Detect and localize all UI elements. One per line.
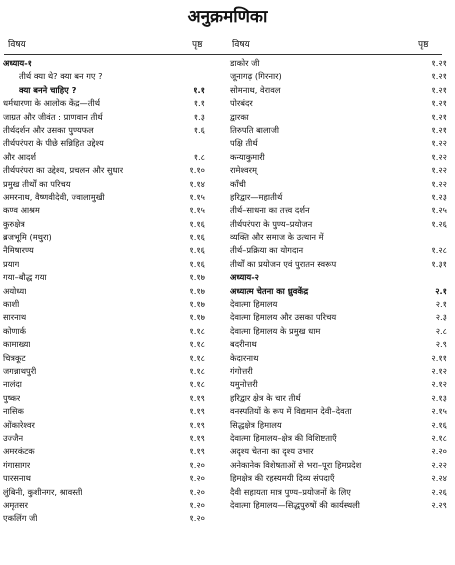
toc-entry bbox=[230, 459, 447, 472]
toc-entry bbox=[230, 204, 447, 217]
toc-entry-title: गंगासागर bbox=[3, 459, 31, 470]
toc-entry bbox=[3, 405, 225, 418]
toc-entry-page: २.२४ bbox=[431, 473, 447, 484]
toc-entry-title: जाग्रत और जीवंत : प्राणवान तीर्थ bbox=[3, 111, 103, 122]
toc-entry bbox=[3, 378, 225, 391]
toc-entry-title: तीर्थपरंपरा का उद्देश्य, प्रचलन और सुधार bbox=[3, 165, 124, 176]
toc-entry bbox=[230, 231, 447, 244]
toc-entry-title: अनेकानेक विशेषताओं से भरा–पूरा हिमप्रदेश bbox=[230, 459, 362, 470]
toc-entry bbox=[3, 70, 225, 83]
toc-entry-page: १.१६ bbox=[189, 245, 205, 256]
toc-entry bbox=[3, 365, 225, 378]
toc-entry-title: कण्व आश्रम bbox=[3, 205, 40, 216]
toc-entry bbox=[230, 365, 447, 378]
toc-entry-page: १.१ bbox=[193, 84, 205, 95]
toc-entry bbox=[3, 124, 225, 137]
toc-entry-title: जगन्नाथपुरी bbox=[3, 365, 37, 376]
toc-entry bbox=[3, 325, 225, 338]
toc-entry-page: १.१४ bbox=[189, 178, 205, 189]
toc-entry bbox=[230, 57, 447, 70]
toc-entry bbox=[3, 311, 225, 324]
toc-entry-title: अध्यात्म चेतना का ध्रुवकेंद्र bbox=[230, 285, 309, 296]
toc-entry-page: १.२० bbox=[189, 486, 205, 497]
toc-entry-title: चित्रकूट bbox=[3, 352, 26, 363]
toc-entry bbox=[3, 57, 225, 70]
toc-entry-page: १.२२ bbox=[431, 138, 447, 149]
toc-entry bbox=[230, 405, 447, 418]
toc-entry-title: तीर्थ–साधना का तत्त्व दर्शन bbox=[230, 205, 310, 216]
toc-entry-title: अमृतसर bbox=[3, 499, 29, 510]
toc-entry bbox=[3, 432, 225, 445]
toc-entry-page: १.१९ bbox=[189, 406, 205, 417]
toc-entry bbox=[3, 392, 225, 405]
toc-entry bbox=[3, 271, 225, 284]
toc-entry-page: १.२८ bbox=[431, 245, 447, 256]
toc-entry-title: हरिद्वार क्षेत्र के चार तीर्थ bbox=[230, 392, 301, 403]
toc-entry-title: तीर्थ क्या थे? क्या बन गए ? bbox=[19, 71, 103, 82]
toc-entry-title: द्वारका bbox=[230, 111, 249, 122]
toc-entry-page: २.१३ bbox=[431, 392, 447, 403]
toc-entry-page: १.२१ bbox=[431, 58, 447, 68]
toc-entry-title: तीर्थ–प्रक्रिया का योगदान bbox=[230, 245, 304, 256]
toc-entry-page: २.१२ bbox=[431, 365, 447, 376]
toc-entry bbox=[3, 231, 225, 244]
toc-entry-page: १.१७ bbox=[189, 312, 205, 323]
toc-entry bbox=[230, 285, 447, 298]
toc-entry-page: १.२३ bbox=[431, 191, 447, 202]
toc-entry-page: २.९ bbox=[435, 339, 447, 350]
toc-entry bbox=[3, 459, 225, 472]
toc-entry-title: तीर्थों का प्रयोजन एवं पुरातन स्वरूप bbox=[230, 258, 337, 269]
toc-entry-page: २.१ bbox=[435, 299, 447, 310]
toc-entry-title: ओंकारेश्वर bbox=[3, 419, 35, 430]
toc-entry-page: १.१५ bbox=[189, 191, 205, 202]
toc-entry-page: १.१ bbox=[193, 98, 205, 109]
toc-entry bbox=[3, 472, 225, 485]
toc-entry-page: १.२१ bbox=[431, 71, 447, 82]
toc-entry-page: १.८ bbox=[193, 151, 205, 162]
toc-entry-title: गंगोत्तरी bbox=[230, 365, 253, 376]
toc-entry-title: अमरकंटक bbox=[3, 446, 35, 457]
toc-entry-page: १.१५ bbox=[189, 205, 205, 216]
toc-entry bbox=[230, 378, 447, 391]
toc-entry-page: १.१७ bbox=[189, 285, 205, 296]
toc-entry-title: काँची bbox=[230, 178, 246, 189]
toc-entry-page: १.२६ bbox=[431, 218, 447, 229]
toc-entry bbox=[230, 191, 447, 204]
toc-entry bbox=[3, 298, 225, 311]
toc-entry-title: बदरीनाथ bbox=[230, 339, 257, 350]
toc-entry bbox=[3, 499, 225, 512]
toc-entry-title: प्रमुख तीर्थों का परिचय bbox=[3, 178, 71, 189]
toc-entry bbox=[230, 271, 447, 284]
toc-entry-page: १.६ bbox=[193, 124, 205, 135]
header-divider bbox=[4, 54, 442, 55]
toc-entry bbox=[230, 178, 447, 191]
toc-entry-page: १.२५ bbox=[431, 205, 447, 216]
toc-entry-page: १.२२ bbox=[431, 165, 447, 176]
toc-entry-title: उज्जैन bbox=[3, 432, 24, 443]
left-page-heading: पृष्ठ bbox=[192, 40, 203, 50]
toc-entry-page: १.१८ bbox=[189, 325, 205, 336]
toc-entry-page: १.३ bbox=[193, 111, 205, 122]
toc-entry-page: १.२१ bbox=[431, 124, 447, 135]
toc-entry-title: एकलिंग जी bbox=[3, 513, 38, 524]
toc-entry bbox=[230, 338, 447, 351]
toc-entry bbox=[230, 137, 447, 150]
toc-entry-page: १.१८ bbox=[189, 352, 205, 363]
toc-entry bbox=[3, 445, 225, 458]
toc-entry bbox=[3, 285, 225, 298]
toc-entry-page: १.२१ bbox=[431, 98, 447, 109]
toc-entry-page: १.२० bbox=[189, 459, 205, 470]
toc-entry bbox=[3, 164, 225, 177]
toc-entry bbox=[3, 97, 225, 110]
left-subject-heading: विषय bbox=[8, 40, 26, 50]
toc-entry-page: २.२० bbox=[431, 446, 447, 457]
toc-entry-page: १.१८ bbox=[189, 379, 205, 390]
toc-entry-title: कामाख्या bbox=[3, 339, 31, 350]
toc-entry-title: प्रयाग bbox=[3, 258, 20, 269]
toc-entry-title: पारसनाथ bbox=[3, 473, 31, 484]
toc-entry-title: नैमिषारण्य bbox=[3, 245, 34, 256]
toc-entry bbox=[230, 486, 447, 499]
toc-entry-title: धर्मधारणा के आलोक केंद्र—तीर्थ bbox=[3, 98, 101, 109]
toc-entry-title: केदारनाथ bbox=[230, 352, 259, 363]
toc-entry bbox=[230, 445, 447, 458]
toc-entry-title: रामेश्वरम् bbox=[230, 165, 257, 176]
toc-entry-page: २.२२ bbox=[431, 459, 447, 470]
toc-entry-title: क्या बनने चाहिए ? bbox=[19, 84, 77, 95]
toc-entry-page: २.१५ bbox=[431, 406, 447, 417]
toc-entry-title: सिद्धक्षेत्र हिमालय bbox=[230, 419, 282, 430]
toc-entry-page: २.१२ bbox=[431, 379, 447, 390]
toc-entry bbox=[230, 244, 447, 257]
toc-entry bbox=[3, 191, 225, 204]
toc-entry bbox=[230, 111, 447, 124]
toc-entry-title: सारनाथ bbox=[3, 312, 27, 323]
toc-entry-title: सोमनाथ, वेरावल bbox=[230, 84, 281, 95]
toc-entry bbox=[3, 419, 225, 432]
toc-entry-title: देवात्मा हिमालय और उसका परिचय bbox=[230, 312, 337, 323]
toc-entry-page: १.१९ bbox=[189, 446, 205, 457]
toc-entry-page: १.२० bbox=[189, 513, 205, 524]
toc-entry bbox=[230, 258, 447, 271]
toc-entry-page: १.१६ bbox=[189, 218, 205, 229]
toc-entry-page: २.२६ bbox=[431, 486, 447, 497]
toc-entry-title: वनस्पतियों के रूप में विद्यमान देवी–देवता bbox=[230, 406, 352, 417]
toc-entry-page: २.१६ bbox=[431, 419, 447, 430]
toc-entry bbox=[3, 84, 225, 97]
toc-entry-title: पक्षि तीर्थ bbox=[230, 138, 258, 149]
toc-entry bbox=[230, 151, 447, 164]
toc-entry-title: हरिद्वार—महातीर्थ bbox=[230, 191, 283, 202]
toc-entry bbox=[3, 204, 225, 217]
toc-entry-page: १.१९ bbox=[189, 432, 205, 443]
toc-entry-page: १.२२ bbox=[431, 178, 447, 189]
toc-entry-title: अदृश्य चेतना का दृश्य उभार bbox=[230, 446, 314, 457]
toc-entry-title: तीर्थपरंपरा के पुण्य–प्रयोजन bbox=[230, 218, 313, 229]
right-page-heading: पृष्ठ bbox=[418, 40, 429, 50]
toc-entry bbox=[230, 311, 447, 324]
toc-entry-page: १.१९ bbox=[189, 419, 205, 430]
toc-entry-title: अध्याय-२ bbox=[230, 272, 259, 283]
toc-entry-page: १.१८ bbox=[189, 339, 205, 350]
toc-entry-title: डाकोर जी bbox=[230, 58, 260, 68]
toc-entry-title: काशी bbox=[3, 299, 20, 310]
toc-entry-page: २.११ bbox=[431, 352, 447, 363]
toc-entry bbox=[230, 499, 447, 512]
toc-entry bbox=[3, 218, 225, 231]
toc-entry-title: नालंदा bbox=[3, 379, 22, 390]
toc-entry-title: अयोध्या bbox=[3, 285, 27, 296]
toc-entry-page: २.२९ bbox=[431, 499, 447, 510]
toc-entry bbox=[230, 164, 447, 177]
toc-entry-title: पोरबंदर bbox=[230, 98, 253, 109]
toc-entry-title: देवात्मा हिमालय के प्रमुख धाम bbox=[230, 325, 321, 336]
toc-entry-page: १.१८ bbox=[189, 365, 205, 376]
toc-entry bbox=[230, 325, 447, 338]
toc-entry-title: कोणार्क bbox=[3, 325, 27, 336]
toc-entry bbox=[230, 392, 447, 405]
toc-entry-page: १.१० bbox=[189, 165, 205, 176]
toc-entry-title: यमुनोत्तरी bbox=[230, 379, 258, 390]
toc-entry-page: २.१८ bbox=[431, 432, 447, 443]
toc-entry bbox=[230, 70, 447, 83]
toc-entry-title: तीर्थदर्शन और उसका पुण्यफल bbox=[3, 124, 94, 135]
toc-entry-page: १.३१ bbox=[431, 258, 447, 269]
toc-entry bbox=[3, 486, 225, 499]
toc-entry-page: १.१७ bbox=[189, 272, 205, 283]
toc-entry-title: तीर्थपरंपरा के पीछे सन्निहित उद्देश्य bbox=[3, 138, 104, 149]
toc-entry-page: १.१९ bbox=[189, 392, 205, 403]
toc-entry bbox=[230, 352, 447, 365]
toc-entry-title: अमरनाथ, वैष्णवीदेवी, ज्वालामुखी bbox=[3, 191, 105, 202]
toc-entry-title: जूनागढ़ (गिरनार) bbox=[230, 71, 282, 82]
toc-entry-page: २.१ bbox=[435, 285, 447, 296]
page-title: अनुक्रमणिका bbox=[187, 7, 268, 27]
toc-entry bbox=[3, 151, 225, 164]
toc-entry-page: १.१६ bbox=[189, 232, 205, 243]
toc-entry bbox=[3, 178, 225, 191]
toc-entry-page: १.२१ bbox=[431, 111, 447, 122]
right-subject-heading: विषय bbox=[232, 40, 250, 50]
toc-entry-page: १.१७ bbox=[189, 299, 205, 310]
toc-entry bbox=[3, 111, 225, 124]
toc-left-column bbox=[3, 57, 225, 526]
toc-entry bbox=[230, 97, 447, 110]
toc-entry-page: १.१६ bbox=[189, 258, 205, 269]
toc-entry-page: २.३ bbox=[435, 312, 447, 323]
toc-entry-title: पुष्कर bbox=[3, 392, 21, 403]
toc-entry bbox=[3, 258, 225, 271]
column-header bbox=[0, 35, 455, 51]
toc-entry bbox=[3, 338, 225, 351]
toc-entry-title: तिरुपति बालाजी bbox=[230, 124, 280, 135]
toc-entry bbox=[3, 137, 225, 150]
toc-entry bbox=[230, 84, 447, 97]
toc-entry-title: ब्रजभूमि (मथुरा) bbox=[3, 232, 52, 243]
toc-entry-title: हिमक्षेत्र की रहस्यमयी दिव्य संपदाएँ bbox=[230, 473, 335, 484]
toc-entry-page: १.२० bbox=[189, 499, 205, 510]
toc-entry bbox=[3, 512, 225, 525]
toc-entry-title: व्यक्ति और समाज के उत्थान में bbox=[230, 232, 324, 243]
toc-entry-title: देवात्मा हिमालय–क्षेत्र की विशिष्टताएँ bbox=[230, 432, 337, 443]
toc-entry bbox=[3, 352, 225, 365]
toc-entry bbox=[230, 432, 447, 445]
toc-entry-title: देवात्मा हिमालय bbox=[230, 299, 278, 310]
toc-right-column bbox=[230, 57, 447, 512]
toc-entry-title: अध्याय-१ bbox=[3, 58, 32, 68]
toc-entry-title: और आदर्श bbox=[3, 151, 37, 162]
toc-entry-title: लुंबिनी, कुशीनगर, श्रावस्ती bbox=[3, 486, 83, 497]
toc-entry bbox=[3, 244, 225, 257]
toc-entry-page: १.२० bbox=[189, 473, 205, 484]
toc-entry-title: नासिक bbox=[3, 406, 24, 417]
toc-entry-title: देवात्मा हिमालय—सिद्धपुरुषों की कार्यस्थली bbox=[230, 499, 360, 510]
toc-entry bbox=[230, 124, 447, 137]
toc-entry-title: कन्याकुमारी bbox=[230, 151, 265, 162]
toc-entry bbox=[230, 218, 447, 231]
toc-entry bbox=[230, 298, 447, 311]
toc-entry bbox=[230, 419, 447, 432]
toc-entry-page: २.८ bbox=[435, 325, 447, 336]
toc-entry-page: १.२१ bbox=[431, 84, 447, 95]
toc-entry-title: गया–बौद्ध गया bbox=[3, 272, 47, 283]
toc-entry bbox=[230, 472, 447, 485]
toc-entry-title: कुरुक्षेत्र bbox=[3, 218, 25, 229]
toc-entry-title: दैवी सहायता मात्र पुण्य–प्रयोजनों के लिए bbox=[230, 486, 351, 497]
toc-entry-page: १.२२ bbox=[431, 151, 447, 162]
